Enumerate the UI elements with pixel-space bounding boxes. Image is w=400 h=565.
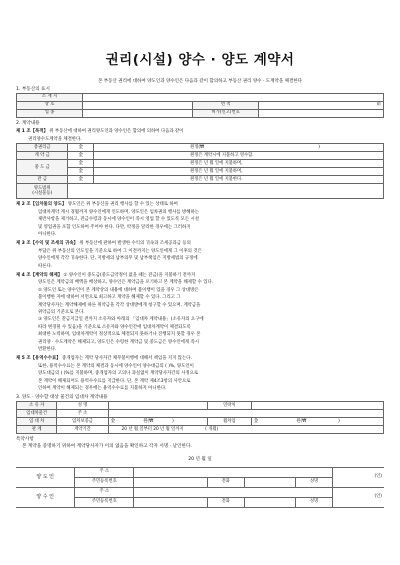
article-4-line: 최대한 노력하며, 임대차계약이 정상적으로 체결되지 못하거나 진행되지 못할 경우 본 (38, 332, 201, 338)
balance-label: 잔 금 (17, 176, 68, 184)
transferor-phone-label: 전화 (207, 477, 244, 487)
contract-date: 20 년 월 일 (188, 456, 212, 462)
article-3-line: 위 부동산에 관하여 발생한 수익의 귀속과 조세공과금 등의 (79, 241, 191, 247)
location-value (83, 93, 384, 101)
article-5-line: 양도대금의 ( )%를 지불하며, 중개업자의 고의나 과실없이 계약당사자간의 사정으로 (38, 371, 199, 377)
lease-period-value: 20 년 월 일부터 20 년 월 일까지 ( 개월) (108, 426, 383, 434)
article-3 (16, 240, 384, 270)
article-4-line: 따라 변경될 수 있음)을 기준으로 소유자와 양수인간에 임대차계약이 체결되도록 (38, 324, 191, 330)
permit-number-value (259, 109, 384, 117)
transferee-id-label: 주민등록번호 (75, 497, 134, 507)
article-2-line: 임대차계약 계시 경월까지 양수인에게 인도하며, 양도인은 임차권의 행사를 방해하는 (38, 209, 200, 215)
transferor-address-label: 주 소 (75, 467, 134, 477)
article-2-line: 양도인은 위 부동산을 권리 행사를 할 수 있는 상태로 하여 (67, 202, 178, 208)
transferee-name-label: 성명 (296, 497, 333, 507)
money-prefix: 金 (68, 160, 94, 168)
transferor-label: 양 도 인 (16, 467, 75, 487)
article-1-title: 제 1 조【목적】 (16, 129, 48, 135)
transferor-phone-value (244, 477, 296, 487)
article-4-line: 위약금의 기준으로 본다. (38, 309, 85, 315)
transferor-id-label: 주민등록번호 (75, 477, 134, 487)
transferee-phone-label: 전화 (207, 497, 244, 507)
special-terms-label: 특약사항 (16, 437, 34, 443)
money-prefix: 金 (68, 168, 94, 176)
owner-address-label: 주 소 (57, 410, 108, 418)
article-5-line: 중개업자는 계약 당사자간 채무불이행에 대해서 책임을 지지 않는다. (62, 356, 192, 362)
transferee-address-label: 주 소 (75, 487, 134, 497)
owner-name-value (108, 402, 207, 410)
article-4-line: 반환한다. (38, 347, 57, 352)
owner-label: 소 유 자 (17, 402, 57, 410)
transfer-scope-label: 양도범위 (시설물등) (17, 184, 68, 199)
article-5-line: 또한, 용역수수료는 본 계약의 체결과 동시에 양수인이 양수대금의 ( )%, 양도인이 (38, 363, 194, 369)
article-4-title: 제 4 조【계약의 해제】 (16, 272, 63, 278)
money-prefix: 金 (68, 176, 94, 184)
transferee-seal: (인) (332, 487, 384, 507)
article-4-line: ③ 양도인은 잔금지급일 전까지 소유자와 아래의 「임대차 계약내용」(소유자의 요구에 (38, 317, 204, 323)
owner-name-label: 성 명 (57, 402, 108, 410)
transferee-label: 양 수 인 (16, 487, 75, 507)
business-type-value (83, 109, 193, 117)
lease-relation-label-2: 관 계 (17, 426, 57, 434)
transferor-seal: (인) (332, 467, 384, 487)
transferee-id-value (134, 497, 208, 507)
article-3-line: 양수인에게 각각 귀속한다. 단, 지방세의 납부의무 및 납부책임은 지방세법의 규정에 (38, 256, 198, 262)
leased-object-label: 임대차물건 (17, 410, 57, 418)
lease-relation-label: 임 대 차 (17, 418, 57, 426)
deposit-label: 계 약 금 (17, 152, 68, 160)
total-premium-value: 원정(₩ ) (94, 144, 384, 152)
article-5-title: 제 5 조【용역수수료】 (16, 356, 61, 362)
article-2-line: 및 영업권을 포함 인도하여 주어야 한다. 다만, 약정을 달리한 경우에는 그러하지 (38, 224, 191, 230)
payment-table (16, 143, 384, 199)
article-2-line: 제반사항을 제거하고, 잔금수령과 동시에 양수인이 즉시 영업 할 수 있도록 모든 시설 (38, 217, 199, 223)
signature-table (16, 467, 384, 508)
monthly-rent-label: 월차임 (207, 418, 251, 426)
transfer-scope-value (68, 184, 384, 199)
article-4-line: ① 양수인이 중도금(중도금약정이 없을 때는 잔금)을 지불하기 전까지 (63, 272, 196, 278)
business-type-label: 업 종 (17, 109, 83, 117)
lease-table (16, 401, 384, 434)
lease-deposit-value: 金 원(₩ ) (108, 418, 207, 426)
transferee-address-value (134, 487, 333, 497)
article-4-line: 권리양 · 수도계약은 해제되고, 양도인은 수령한 계약금 및 중도금은 양수인에게 즉시 (38, 339, 199, 345)
deposit-text: 원정은 계약시에 지불하고 영수함. (94, 152, 384, 160)
article-4-line: ② 양도인 또는 양수인이 본 계약상의 내용에 대하여 불이행이 있을 경우 그 상대방은 (38, 287, 199, 293)
article-4-line: 불이행한 자에 대하여 서면으로 최고하고 계약을 해제할 수 있다. 그리고 그 (38, 295, 181, 301)
location-label: 소 재 지 (17, 93, 83, 101)
article-3-line: 부담은 위 부동산의 인도일을 기준으로 하여 그 이전까지는 양도인에게 그 이후의 것은 (38, 248, 202, 254)
permit-number-label: 허가(신고)번호 (193, 109, 259, 117)
transferor-id-value (134, 477, 208, 487)
document-title: 권리(시설) 양수 · 양도 계약서 (105, 52, 295, 68)
article-4-line: 계약당사자는 계약해제에 따른 위약금을 각각 상대방에게 청구할 수 있으며, 계약금을 (38, 302, 201, 308)
article-3-title: 제 3 조【수익 및 조세의 귀속】 (16, 241, 78, 247)
interim-payment-text: 원정은 년 월 일에 지불하며, (94, 160, 384, 168)
total-premium-label: 총권리금 (17, 144, 68, 152)
monthly-rent-value: 金 원(₩ ) (251, 418, 383, 426)
trade-name-label: 상 호 (17, 101, 83, 109)
transferee-phone-value (244, 497, 296, 507)
interim-payment-text: 원정은 년 월 일에 지불하며, (94, 168, 384, 176)
money-prefix: 金 (68, 152, 94, 160)
interim-payment-label: 중 도 금 (17, 160, 68, 176)
article-2-line: 아니한다. (38, 231, 57, 237)
transferor-address-value (134, 467, 333, 477)
article-1 (16, 128, 384, 143)
article-2-title: 제 2 조【임차물의 양도】 (16, 202, 67, 208)
section2-heading: 2. 계약내용 (16, 120, 40, 126)
article-4 (16, 272, 384, 353)
article-4-line: 양도인은 계약금의 배액을 배상하고, 양수인은 계약금을 포기하고 본 계약을 해제할 수 있다. (38, 280, 214, 286)
closing-statement: 본 계약을 증명하기 위하여 계약당사자가 이의 없음을 확인하고 각자 서명 · 날인한다. (22, 443, 192, 449)
transferor-name-label: 성명 (296, 477, 333, 487)
article-1-line: 권리양수도계약을 체결한다. (28, 136, 82, 142)
section3-heading: 3. 양도 · 양수할 대상 물건의 임대차 계약내용 (16, 395, 108, 401)
article-3-line: 따른다. (38, 263, 53, 269)
owner-contact-label: 연락처 (207, 402, 251, 410)
article-5-line: 본 계약이 해제되어도 용역수수료를 지급한다. 단, 본 계약 제4조3항의 사안으로 (38, 378, 191, 384)
lease-deposit-label: 임차보증금 (57, 418, 108, 426)
owner-contact-value (251, 402, 383, 410)
money-prefix: 金 (68, 144, 94, 152)
area-unit: ㎡ (259, 101, 384, 109)
property-table (16, 93, 384, 118)
article-5 (16, 355, 384, 392)
area-label: 면 적 (193, 101, 259, 109)
article-5-line: 인하여 계약이 해제되는 경우에는 용역수수료를 지불하지 아니한다. (38, 386, 167, 392)
trade-name-value (83, 101, 193, 109)
balance-text: 원정은 년 월 일에 지불한다. (94, 176, 384, 184)
lease-period-label: 계약기간 (57, 426, 108, 434)
section1-heading: 1. 부동산의 표시 (16, 87, 50, 92)
intro-text: 본 부동산 권리에 대하여 양도인과 양수인은 다음과 같이 합의하고 부동산 권리 양수 · 도계약을 체결한다 (97, 79, 303, 84)
article-2 (16, 201, 384, 238)
owner-address-value (108, 410, 383, 418)
article-1-line: 위 부동산에 대하여 권리양도인과 양수인은 합의에 의하여 다음과 같이 (49, 129, 184, 135)
